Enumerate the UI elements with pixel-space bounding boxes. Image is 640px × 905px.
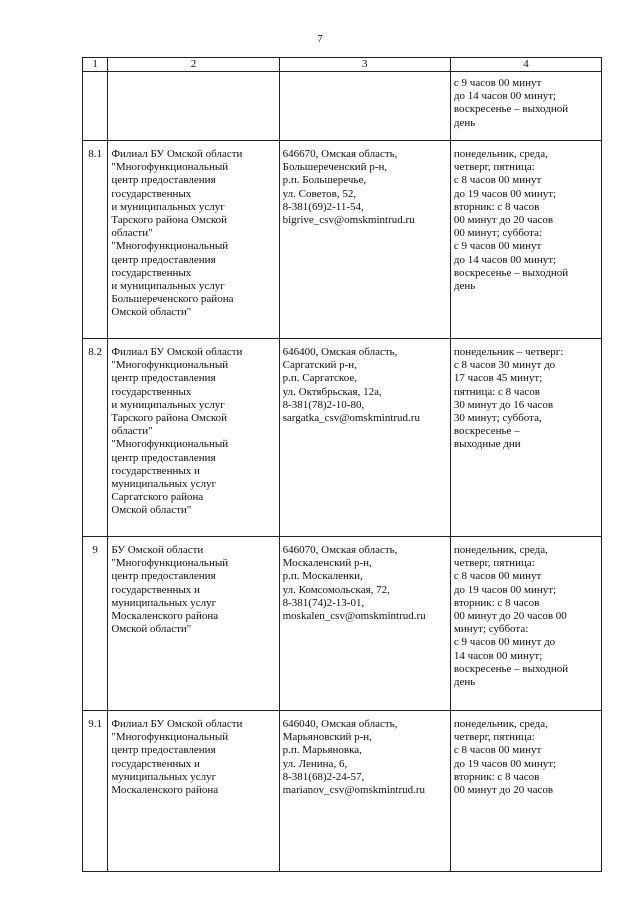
- row-address: 646670, Омская область, Большереченский р-н, р.п. Большеречье, ул. Советов, 52, 8-381(69)2-11-54, bigrive_csv@omskmintrud.ru: [279, 141, 450, 339]
- header-cell-2: 2: [108, 58, 279, 72]
- table-row: [83, 141, 602, 339]
- row-hours: понедельник, среда, четверг, пятница: с 8 часов 00 минут до 19 часов 00 минут; вторник: с 8 часов 00 минут до 20 часов: [450, 711, 601, 872]
- row-hours: с 9 часов 00 минут до 14 часов 00 минут; воскресенье – выходной день: [450, 72, 601, 141]
- page-number: 7: [317, 33, 323, 45]
- header-cell-3: 3: [279, 58, 450, 72]
- row-address: [279, 72, 450, 141]
- header-cell-4: 4: [450, 58, 601, 72]
- row-address: 646070, Омская область, Москаленский р-н, р.п. Москаленки, ул. Комсомольская, 72, 8-381(74)2-13-01, moskalen_csv@omskmintrud.ru: [279, 537, 450, 711]
- table-header-row: [83, 58, 602, 72]
- row-organization: Филиал БУ Омской области "Многофункциональный центр предоставления государственных и муниципальных услуг Тарского района Омской области" "Многофункциональный центр предоставления государственных и муниципальных услуг Большереченского района Омской области": [108, 141, 279, 339]
- table-row: [83, 537, 602, 711]
- row-organization: [108, 72, 279, 141]
- row-number: 9.1: [83, 711, 108, 872]
- row-number: 8.2: [83, 339, 108, 537]
- row-organization: БУ Омской области "Многофункциональный центр предоставления государственных и муниципальных услуг Москаленского района Омской области": [108, 537, 279, 711]
- table-row: [83, 72, 602, 141]
- row-organization: Филиал БУ Омской области "Многофункциональный центр предоставления государственных и муниципальных услуг Москаленского района: [108, 711, 279, 872]
- row-address: 646040, Омская область, Марьяновский р-н, р.п. Марьяновка, ул. Ленина, 6, 8-381(68)2-24-57, marianov_csv@omskmintrud.ru: [279, 711, 450, 872]
- row-hours: понедельник, среда, четверг, пятница: с 8 часов 00 минут до 19 часов 00 минут; вторник: с 8 часов 00 минут до 20 часов 00 минут; суббота: с 9 часов 00 минут до 14 часов 00 минут; воскресенье – выходной день: [450, 537, 601, 711]
- header-cell-1: 1: [83, 58, 108, 72]
- row-number: [83, 72, 108, 141]
- row-number: 8.1: [83, 141, 108, 339]
- mfc-table: [82, 57, 602, 872]
- row-number: 9: [83, 537, 108, 711]
- table-row: [83, 339, 602, 537]
- row-address: 646400, Омская область, Саргатский р-н, р.п. Саргатское, ул. Октябрьская, 12а, 8-381(78)2-10-80, sargatka_csv@omskmintrud.ru: [279, 339, 450, 537]
- row-hours: понедельник – четверг: с 8 часов 30 минут до 17 часов 45 минут; пятница: с 8 часов 30 минут до 16 часов 30 минут; суббота, воскресенье – выходные дни: [450, 339, 601, 537]
- table-row: [83, 711, 602, 872]
- row-hours: понедельник, среда, четверг, пятница: с 8 часов 00 минут до 19 часов 00 минут; вторник: с 8 часов 00 минут до 20 часов 00 минут; суббота: с 9 часов 00 минут до 14 часов 00 минут; воскресенье – выходной день: [450, 141, 601, 339]
- row-organization: Филиал БУ Омской области "Многофункциональный центр предоставления государственных и муниципальных услуг Тарского района Омской области" "Многофункциональный центр предоставления государственных и муниципальных услуг Саргатского района Омской области": [108, 339, 279, 537]
